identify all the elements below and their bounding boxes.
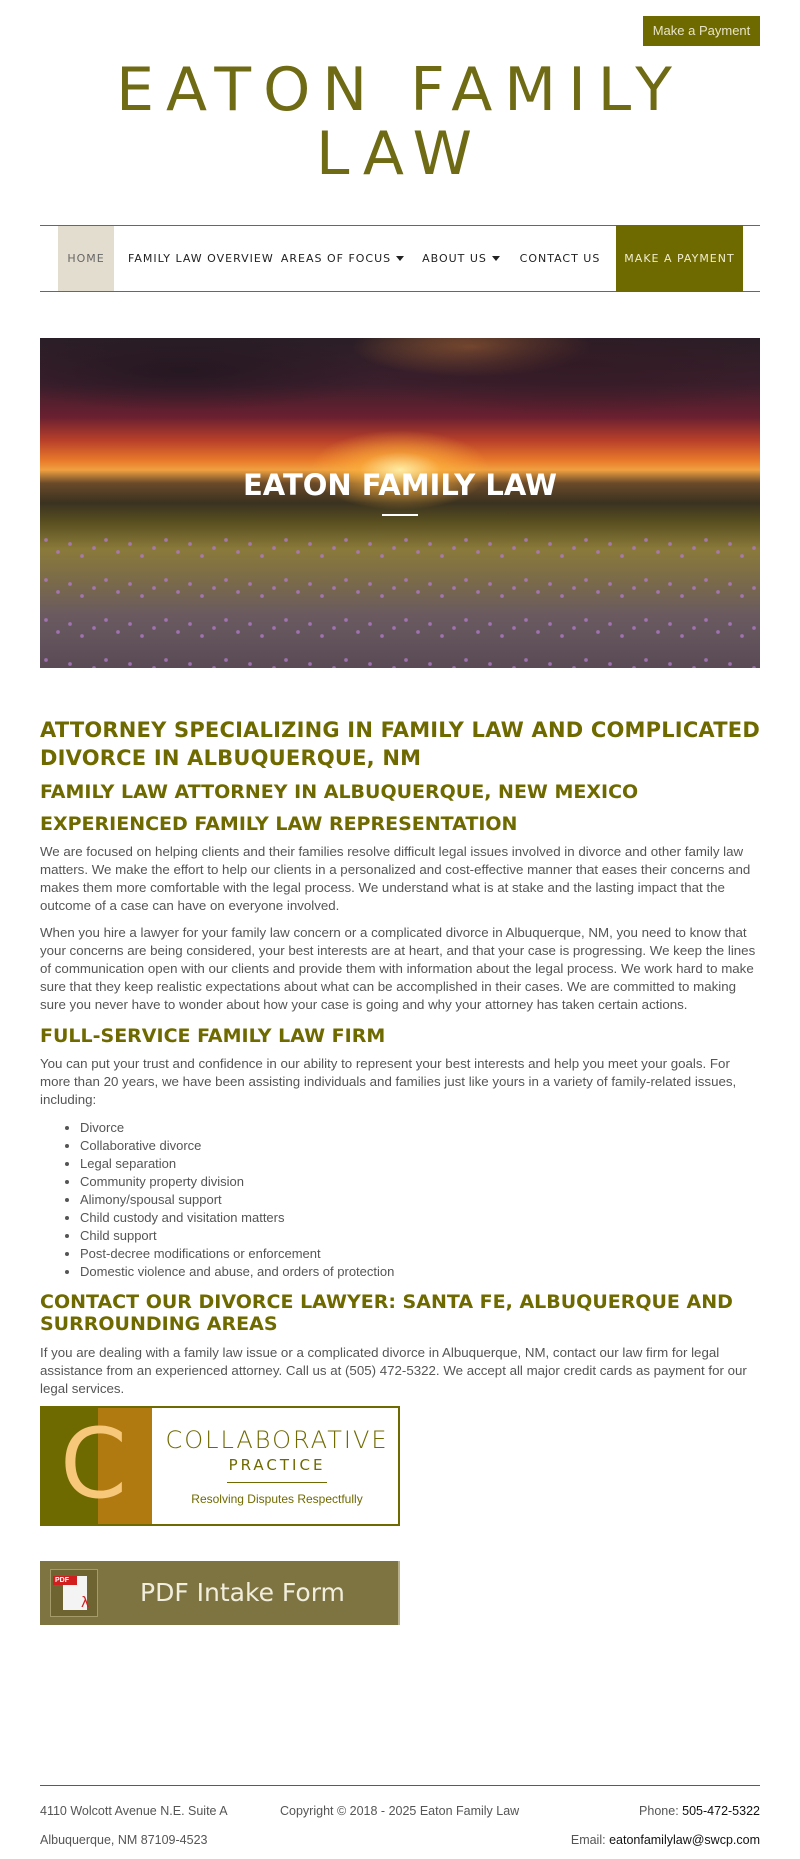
footer-phone-label: Phone:: [639, 1804, 683, 1818]
nav-item-label: MAKE A PAYMENT: [624, 252, 735, 265]
footer-address-line2: Albuquerque, NM 87109-4523: [40, 1833, 208, 1847]
nav-item-home[interactable]: [58, 226, 114, 291]
nav-item-contact-us[interactable]: [518, 226, 602, 291]
section-heading-full-service: FULL-SERVICE FAMILY LAW FIRM: [40, 1025, 386, 1047]
site-title-line2: LAW: [316, 119, 484, 189]
footer-divider: [40, 1785, 760, 1786]
top-make-payment-button[interactable]: Make a Payment: [643, 16, 760, 46]
logo-text-collaborative: COLLABORATIVE: [165, 1426, 389, 1454]
list-item: • Legal separation: [80, 1155, 760, 1173]
pdf-intake-form-label: PDF Intake Form: [140, 1578, 345, 1607]
paragraph-focus: We are focused on helping clients and their families resolve difficult legal issues involved in divorce and other family law matters. We make the effort to help our clients in a personalized and cost-effective manner that eases their concerns and makes them more comfortable with the legal process. We understand what is at stake and the lasting impact that the outcome of a case can have on everyone involved.: [40, 844, 751, 913]
main-content: [40, 716, 760, 1398]
list-item: • Collaborative divorce: [80, 1137, 760, 1155]
section-heading-contact: CONTACT OUR DIVORCE LAWYER: SANTA FE, ALBUQUERQUE AND SURROUNDING AREAS: [40, 1291, 733, 1335]
nav-item-family-law-overview[interactable]: [128, 226, 274, 291]
list-item: • Domestic violence and abuse, and orders of protection: [80, 1263, 760, 1281]
list-item: • Post-decree modifications or enforcement: [80, 1245, 760, 1263]
nav-item-label: FAMILY LAW OVERVIEW: [128, 252, 274, 265]
hero-sunset-clouds: [40, 338, 760, 448]
site-title[interactable]: [0, 55, 800, 189]
services-list: [80, 1119, 760, 1281]
nav-item-make-a-payment[interactable]: [616, 225, 743, 292]
list-item: • Child support: [80, 1227, 760, 1245]
list-item: • Community property division: [80, 1173, 760, 1191]
pdf-intake-form-button[interactable]: [40, 1561, 400, 1625]
main-nav: [40, 225, 760, 292]
footer-copyright: Copyright © 2018 - 2025 Eaton Family Law: [280, 1804, 520, 1818]
list-item: • Alimony/spousal support: [80, 1191, 760, 1209]
footer-phone-link[interactable]: 505-472-5322: [682, 1804, 760, 1818]
caret-down-icon: [396, 256, 404, 261]
section-heading-representation: EXPERIENCED FAMILY LAW REPRESENTATION: [40, 813, 518, 835]
pdf-tag: PDF: [53, 1576, 77, 1585]
section-heading-attorney: FAMILY LAW ATTORNEY IN ALBUQUERQUE, NEW MEXICO: [40, 781, 639, 803]
hero-divider: [382, 514, 418, 516]
paragraph-contact: If you are dealing with a family law issue or a complicated divorce in Albuquerque, NM, contact our law firm for legal assistance from an experienced attorney. Call us at (505) 472-5322. We accept all major credit cards as payment for our legal services.: [40, 1345, 747, 1396]
nav-item-about-us[interactable]: [420, 226, 502, 291]
nav-item-label: AREAS OF FOCUS: [280, 252, 392, 265]
adobe-mark-icon: λ: [81, 1595, 90, 1611]
pdf-icon: [50, 1569, 98, 1617]
collaborative-practice-logo[interactable]: [40, 1406, 400, 1526]
footer-email-link[interactable]: eatonfamilylaw@swcp.com: [609, 1833, 760, 1847]
paragraph-hire: When you hire a lawyer for your family law concern or a complicated divorce in Albuquerque, NM, you need to know that your concerns are being considered, your best interests are at heart, and that your case is progressing. We keep the lines of communication open with our clients and provide them with information about the legal process. We work hard to make sure that they keep realistic expectations about what can be accomplished in their cases. We are committed to making sure you never have to wonder about how your case is going and why your attorney has taken certain actions.: [40, 925, 756, 1012]
footer-phone: [639, 1804, 760, 1818]
hero-wildflowers: [40, 528, 760, 668]
nav-item-areas-of-focus[interactable]: [280, 226, 405, 291]
page-heading: ATTORNEY SPECIALIZING IN FAMILY LAW AND COMPLICATED DIVORCE IN ALBUQUERQUE, NM: [40, 718, 760, 770]
paragraph-trust: You can put your trust and confidence in our ability to represent your best interests and help you meet your goals. For more than 20 years, we have been assisting individuals and families just like yours in a variety of family-related issues, including:: [40, 1056, 737, 1107]
nav-item-label: CONTACT US: [519, 252, 601, 265]
hero-banner: [40, 338, 760, 668]
logo-letter-c: C: [60, 1408, 128, 1520]
list-item: • Child custody and visitation matters: [80, 1209, 760, 1227]
logo-text-practice: PRACTICE: [228, 1456, 326, 1474]
logo-tagline: Resolving Disputes Respectfully: [191, 1492, 363, 1506]
nav-item-label: ABOUT US: [422, 252, 487, 265]
caret-down-icon: [492, 256, 500, 261]
logo-divider: [227, 1482, 327, 1483]
footer-email: [571, 1833, 760, 1847]
footer-address-line1: 4110 Wolcott Avenue N.E. Suite A: [40, 1804, 228, 1818]
list-item: • Divorce: [80, 1119, 760, 1137]
footer-email-label: Email:: [570, 1833, 610, 1847]
site-title-line1: EATON FAMILY: [116, 55, 684, 125]
hero-title: EATON FAMILY LAW: [242, 468, 558, 502]
nav-item-label: HOME: [67, 252, 105, 265]
